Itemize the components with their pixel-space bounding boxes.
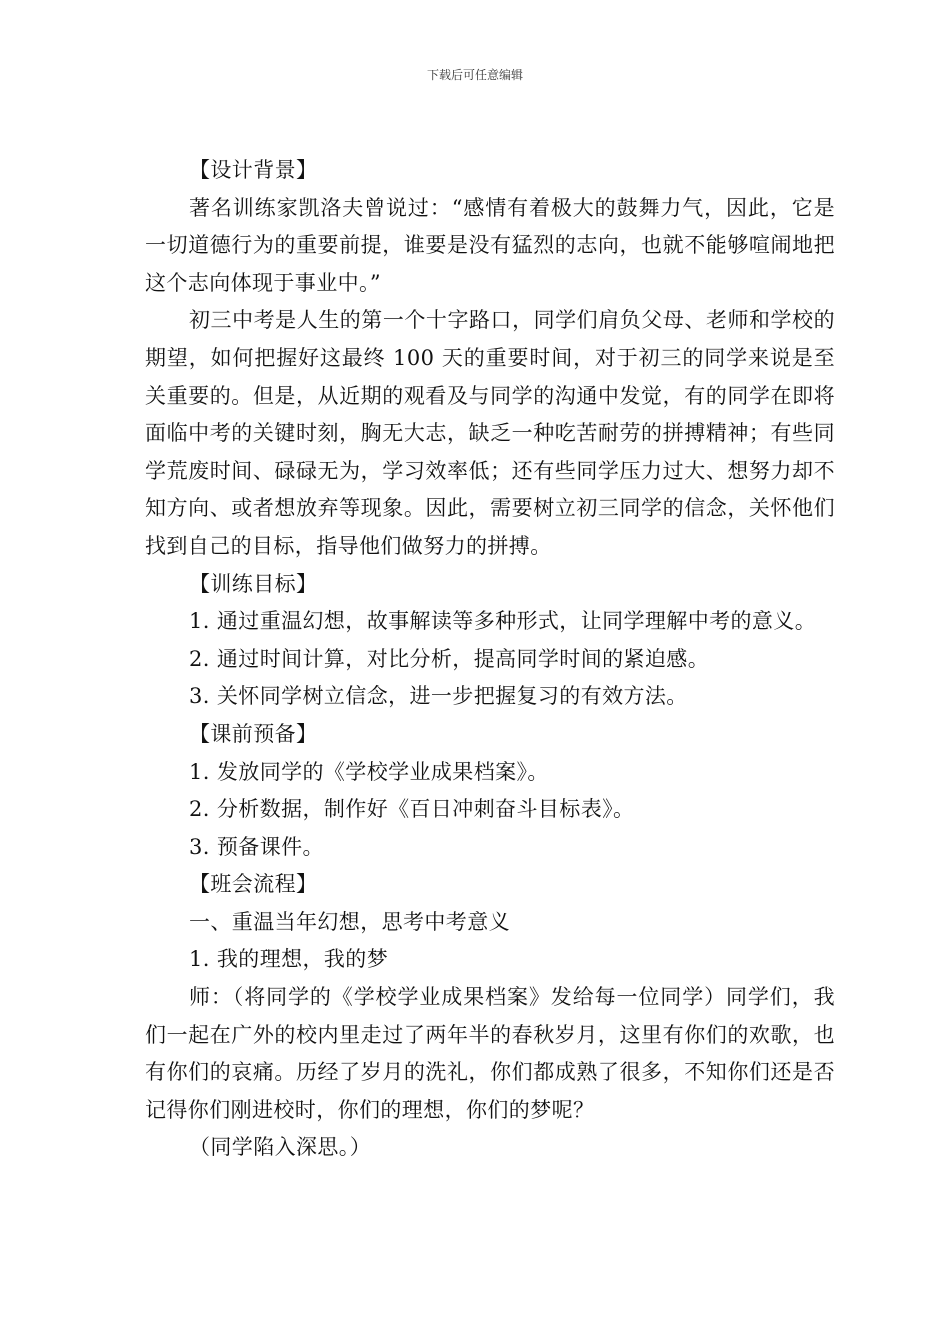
list-item-goal-1: 1. 通过重温幻想，故事解读等多种形式，让同学理解中考的意义。 [189, 609, 817, 634]
subheading-part-1: 一、重温当年幻想，思考中考意义 [189, 909, 510, 934]
list-item-goal-2: 2. 通过时间计算，对比分析，提高同学时间的紧迫感。 [189, 646, 710, 671]
section-heading-design-background: 【设计背景】 [189, 158, 318, 182]
document-body [145, 152, 835, 1167]
section-heading-preparation: 【课前预备】 [189, 721, 318, 746]
list-item-prep-3: 3. 预备课件。 [189, 834, 324, 859]
list-item-prep-2: 2. 分析数据，制作好《百日冲刺奋斗目标表》。 [189, 797, 635, 822]
paragraph-students-reflect: （同学陷入深思。） [189, 1135, 372, 1160]
page-header: 下载后可任意编辑 [426, 68, 523, 82]
paragraph-quote: 著名训练家凯洛夫曾说过：“感情有着极大的鼓舞力气，因此，它是一切道德行为的重要前提，谁要是没有猛烈的志向，也就不能够喧闹地把这个志向体现于事业中。” [145, 195, 835, 295]
section-heading-training-goals: 【训练目标】 [189, 571, 318, 596]
paragraph-teacher-speech: 师：（将同学的《学校学业成果档案》发给每一位同学）同学们，我们一起在广外的校内里走过了两年半的春秋岁月，这里有你们的欢歌，也有你们的哀痛。历经了岁月的洗礼，你们都成熟了很多，不知你们还是否记得你们刚进校时，你们的理想，你们的梦呢？ [145, 985, 835, 1122]
list-item-goal-3: 3. 关怀同学树立信念，进一步把握复习的有效方法。 [189, 684, 688, 709]
section-heading-meeting-flow: 【班会流程】 [189, 872, 318, 897]
subheading-my-dream: 1. 我的理想，我的梦 [189, 947, 389, 972]
list-item-prep-1: 1. 发放同学的《学校学业成果档案》。 [189, 759, 549, 784]
paragraph-background: 初三中考是人生的第一个十字路口，同学们肩负父母、老师和学校的期望，如何把握好这最终 100 天的重要时间，对于初三的同学来说是至关重要的。但是，从近期的观看及与同学的沟通中发觉，有的同学在即将面临中考的关键时刻，胸无大志，缺乏一种吃苦耐劳的拼搏精神；有些同学荒废时间、碌碌无为，学习效率低；还有些同学压力过大、想努力却不知方向、或者想放弃等现象。因此，需要树立初三同学的信念，关怀他们找到自己的目标，指导他们做努力的拼搏。 [145, 308, 835, 558]
